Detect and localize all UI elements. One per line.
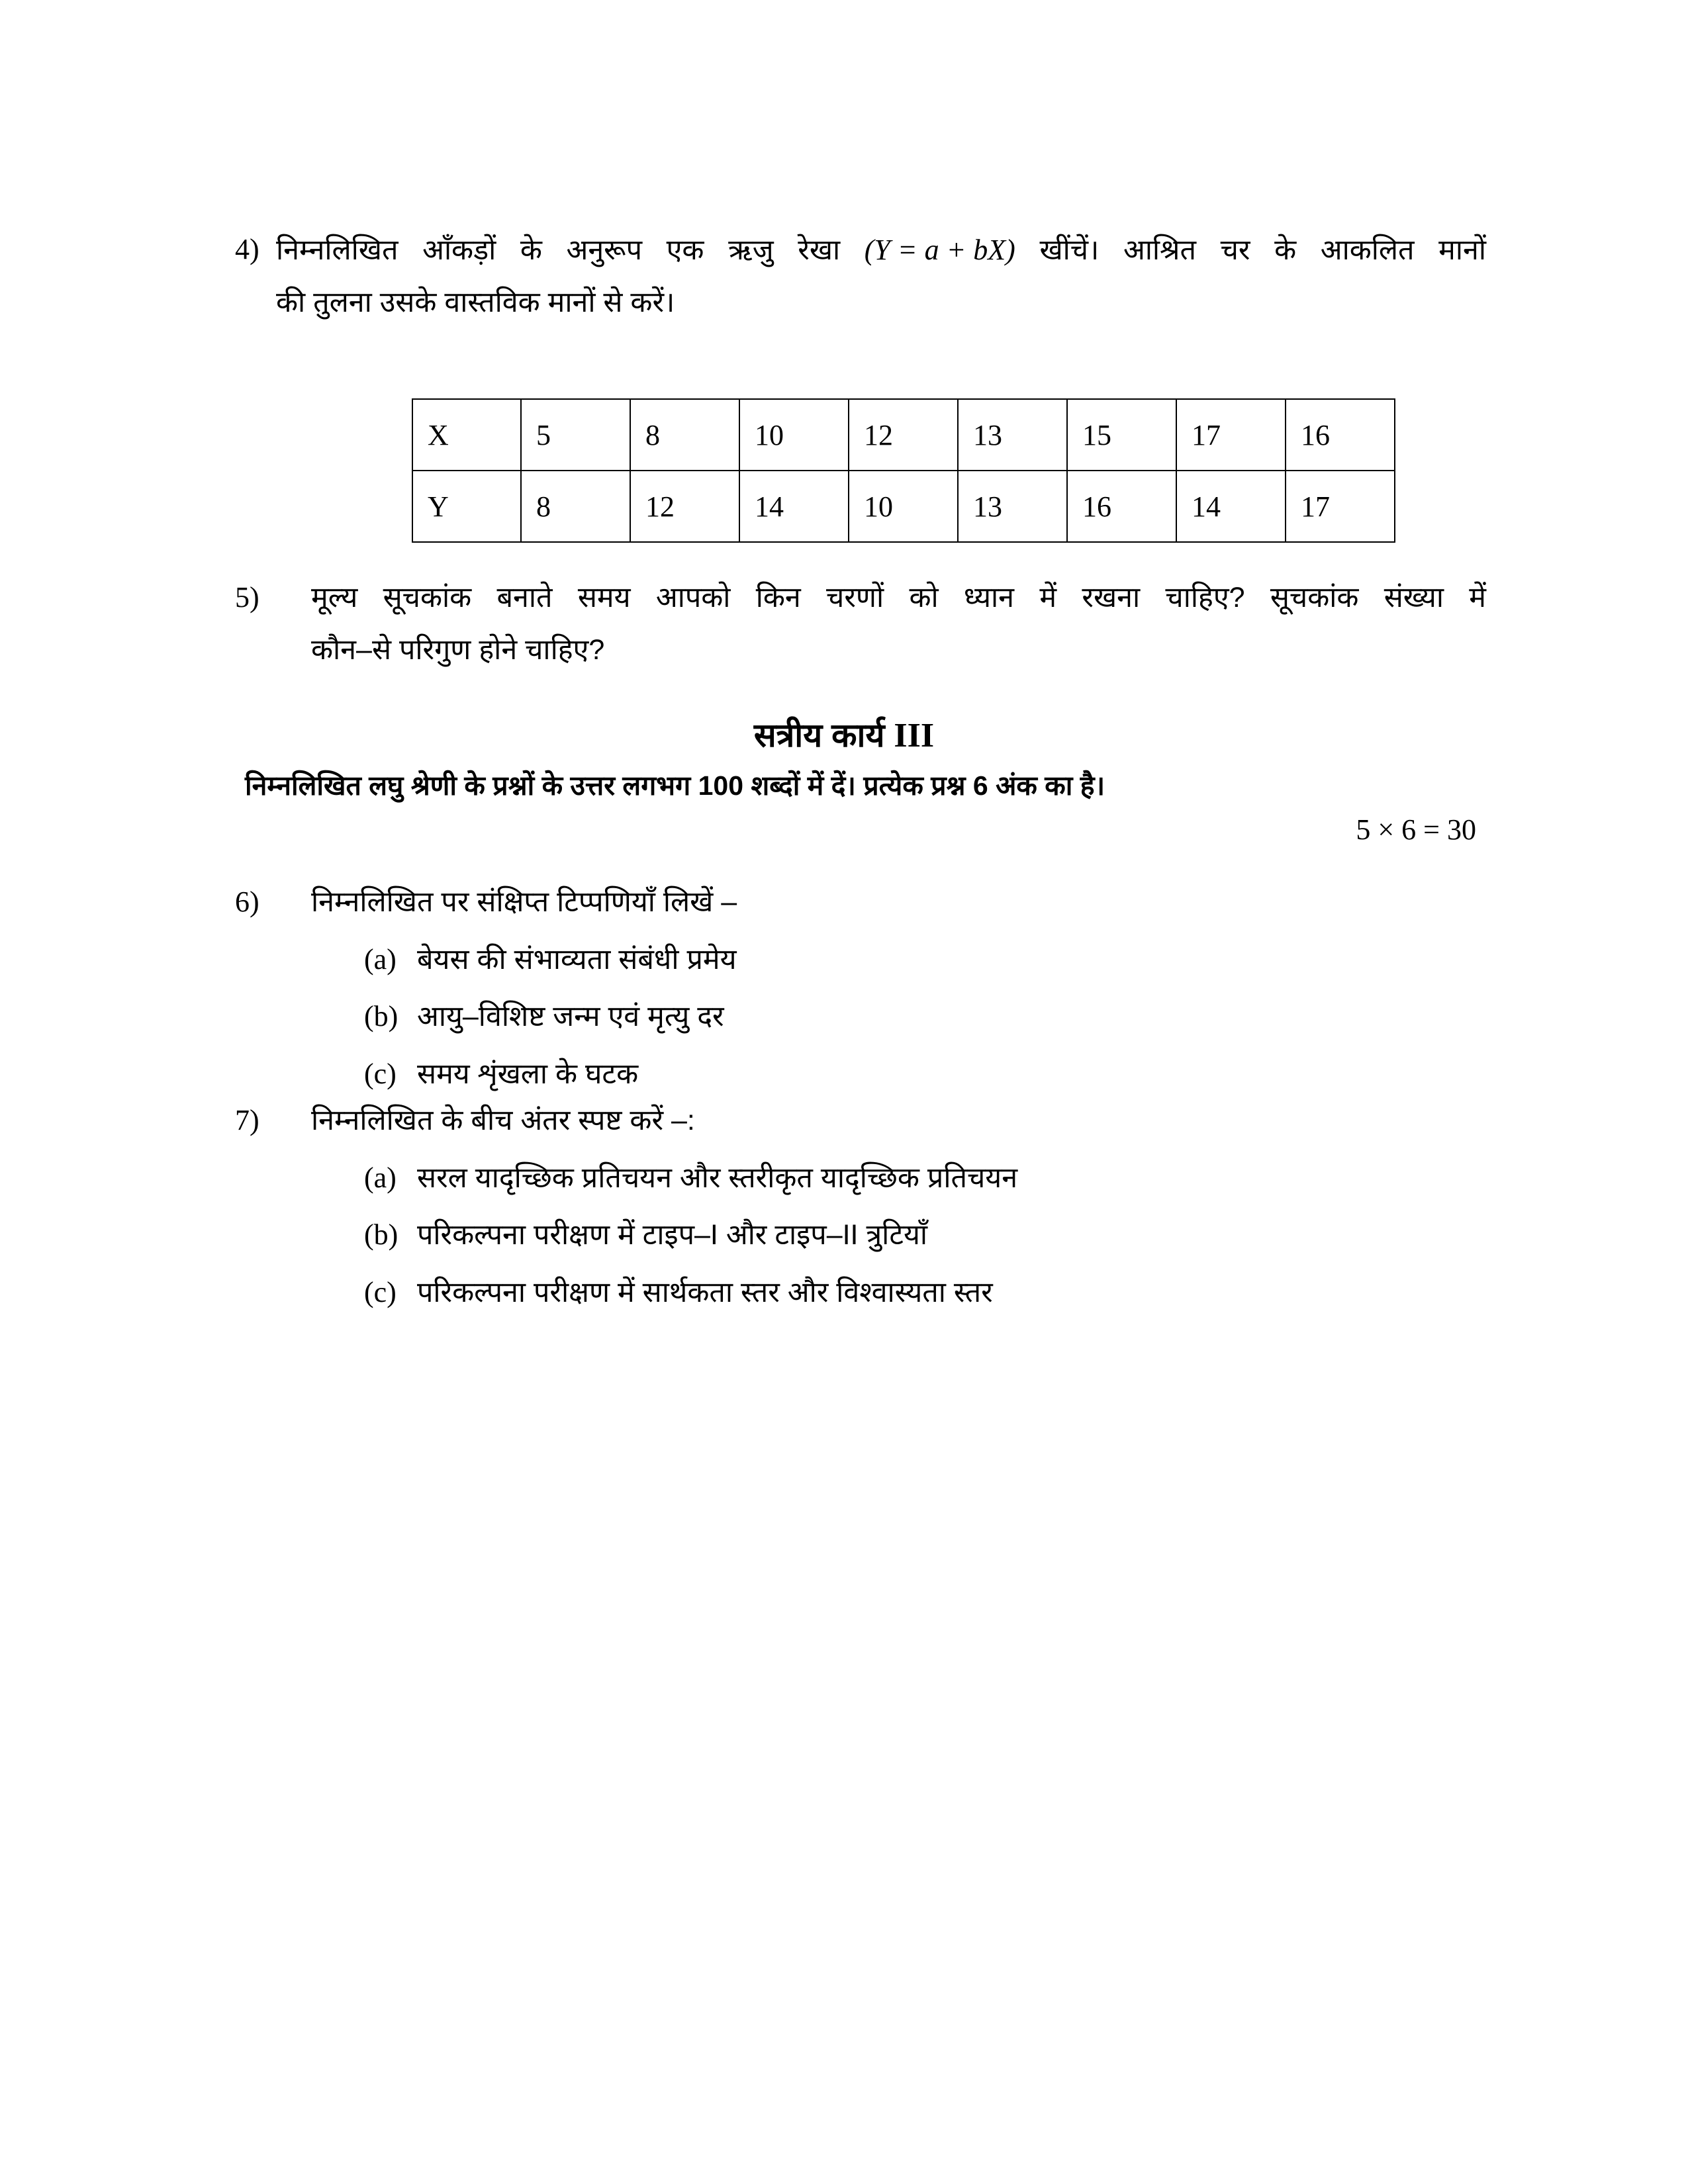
question-7-item-b-label: (b) [364,1218,399,1251]
q5-seg-0: मूल्य [311,582,358,614]
question-7-item-c-label: (c) [364,1275,397,1308]
cell-y-4: 13 [958,471,1067,542]
question-7-number: 7) [235,1104,259,1136]
q5-seg-8: ध्यान [963,582,1015,614]
cell-y-3: 10 [849,471,958,542]
q5-seg-10: रखना [1082,582,1141,614]
question-4-number: 4) [235,233,259,265]
q4-seg-3: अनुरूप [566,234,643,266]
q4-seg-5: ऋजु [728,234,774,266]
question-6 [235,880,1486,1097]
question-4-line-1 [276,228,1486,273]
q4-tail-1: आश्रित [1123,234,1197,266]
q5-seg-12: सूचकांक [1270,582,1359,614]
section-marks: 5 × 6 = 30 [1356,813,1476,846]
question-6-item-a-label: (a) [364,942,397,976]
cell-y-7: 17 [1286,471,1395,542]
question-7-item-c [235,1271,1486,1315]
cell-y-1: 12 [630,471,739,542]
question-4-body [276,228,1486,325]
q4-seg-4: एक [666,234,704,266]
q5-seg-4: आपको [655,582,731,614]
q4-seg-0: निम्नलिखित [276,234,399,266]
question-6-item-c-text: समय शृंखला के घटक [417,1058,639,1090]
q4-tail-2: चर [1220,234,1250,266]
section-instruction: निम्नलिखित लघु श्रेणी के प्रश्नों के उत्तर लगभग 100 शब्दों में दें। प्रत्येक प्रश्न 6 अंक का है। [245,770,1105,801]
cell-x-0: 5 [521,399,630,471]
cell-x-6: 17 [1176,399,1286,471]
cell-y-6: 14 [1176,471,1286,542]
question-5 [235,576,1486,672]
question-7-item-c-text: परिकल्पना परीक्षण में सार्थकता स्तर और विश्वास्यता स्तर [417,1276,993,1308]
question-5-number: 5) [235,581,259,614]
question-7-item-a [235,1156,1486,1201]
q5-seg-11: चाहिए? [1165,582,1245,614]
question-6-item-b-label: (b) [364,1000,399,1033]
section-heading-numeral: III [894,717,935,754]
cell-y-2: 14 [739,471,849,542]
cell-y-5: 16 [1067,471,1176,542]
question-7-prompt-row [235,1099,1486,1143]
question-4-row [235,228,1486,325]
q5-seg-5: किन [755,582,801,614]
question-6-item-b-text: आयु–विशिष्ट जन्म एवं मृत्यु दर [417,1001,724,1033]
q5-seg-13: संख्या [1383,582,1444,614]
q4-seg-2: के [520,234,542,266]
xy-data-table [412,398,1395,543]
table-row-x [412,399,1395,471]
q5-seg-9: में [1039,582,1057,614]
q5-seg-7: को [909,582,939,614]
q5-seg-3: समय [577,582,631,614]
table-row-y [412,471,1395,542]
q4-tail-0: खींचें। [1039,234,1100,266]
cell-x-4: 13 [958,399,1067,471]
question-5-row [235,576,1486,672]
question-6-item-a [235,938,1486,982]
cell-x-1: 8 [630,399,739,471]
question-7-item-b [235,1213,1486,1257]
cell-y-0: 8 [521,471,630,542]
xy-data-table-wrapper [412,398,1395,543]
q4-tail-5: मानों [1438,234,1487,266]
q5-seg-14: में [1469,582,1487,614]
section-heading [0,711,1688,756]
q5-seg-2: बनाते [496,582,553,614]
question-6-prompt: निम्नलिखित पर संक्षिप्त टिप्पणियाँ लिखें – [311,886,737,918]
q4-tail-4: आकलित [1320,234,1415,266]
cell-x-7: 16 [1286,399,1395,471]
question-5-line-2: कौन–से परिगुण होने चाहिए? [311,633,605,666]
question-7 [235,1099,1486,1315]
q4-seg-1: आँकड़ों [422,234,496,266]
question-6-item-c [235,1052,1486,1097]
q4-seg-6: रेखा [798,234,841,266]
cell-x-3: 12 [849,399,958,471]
regression-formula: (Y = a + bX) [864,234,1015,266]
q5-seg-1: सूचकांक [383,582,472,614]
question-5-body [311,576,1486,672]
question-5-line-1 [311,576,1486,620]
cell-x-5: 15 [1067,399,1176,471]
question-6-prompt-row [235,880,1486,925]
cell-x-2: 10 [739,399,849,471]
row-label-x: X [412,399,521,471]
row-label-y: Y [412,471,521,542]
question-4-line-2: की तुलना उसके वास्तविक मानों से करें। [276,287,675,319]
section-heading-text: सत्रीय कार्य [753,717,885,754]
question-7-item-a-text: सरल यादृच्छिक प्रतिचयन और स्तरीकृत यादृच्छिक प्रतिचयन [417,1161,1018,1194]
question-7-prompt: निम्नलिखित के बीच अंतर स्पष्ट करें –: [311,1105,695,1136]
question-6-item-c-label: (c) [364,1057,397,1090]
question-6-number: 6) [235,886,259,918]
question-6-item-a-text: बेयस की संभाव्यता संबंधी प्रमेय [417,943,737,976]
question-7-item-b-text: परिकल्पना परीक्षण में टाइप–I और टाइप–II त्रुटियाँ [417,1219,928,1251]
q4-tail-3: के [1274,234,1297,266]
question-6-item-b [235,995,1486,1039]
question-7-item-a-label: (a) [364,1161,397,1194]
q5-seg-6: चरणों [826,582,884,614]
question-4 [235,228,1486,325]
